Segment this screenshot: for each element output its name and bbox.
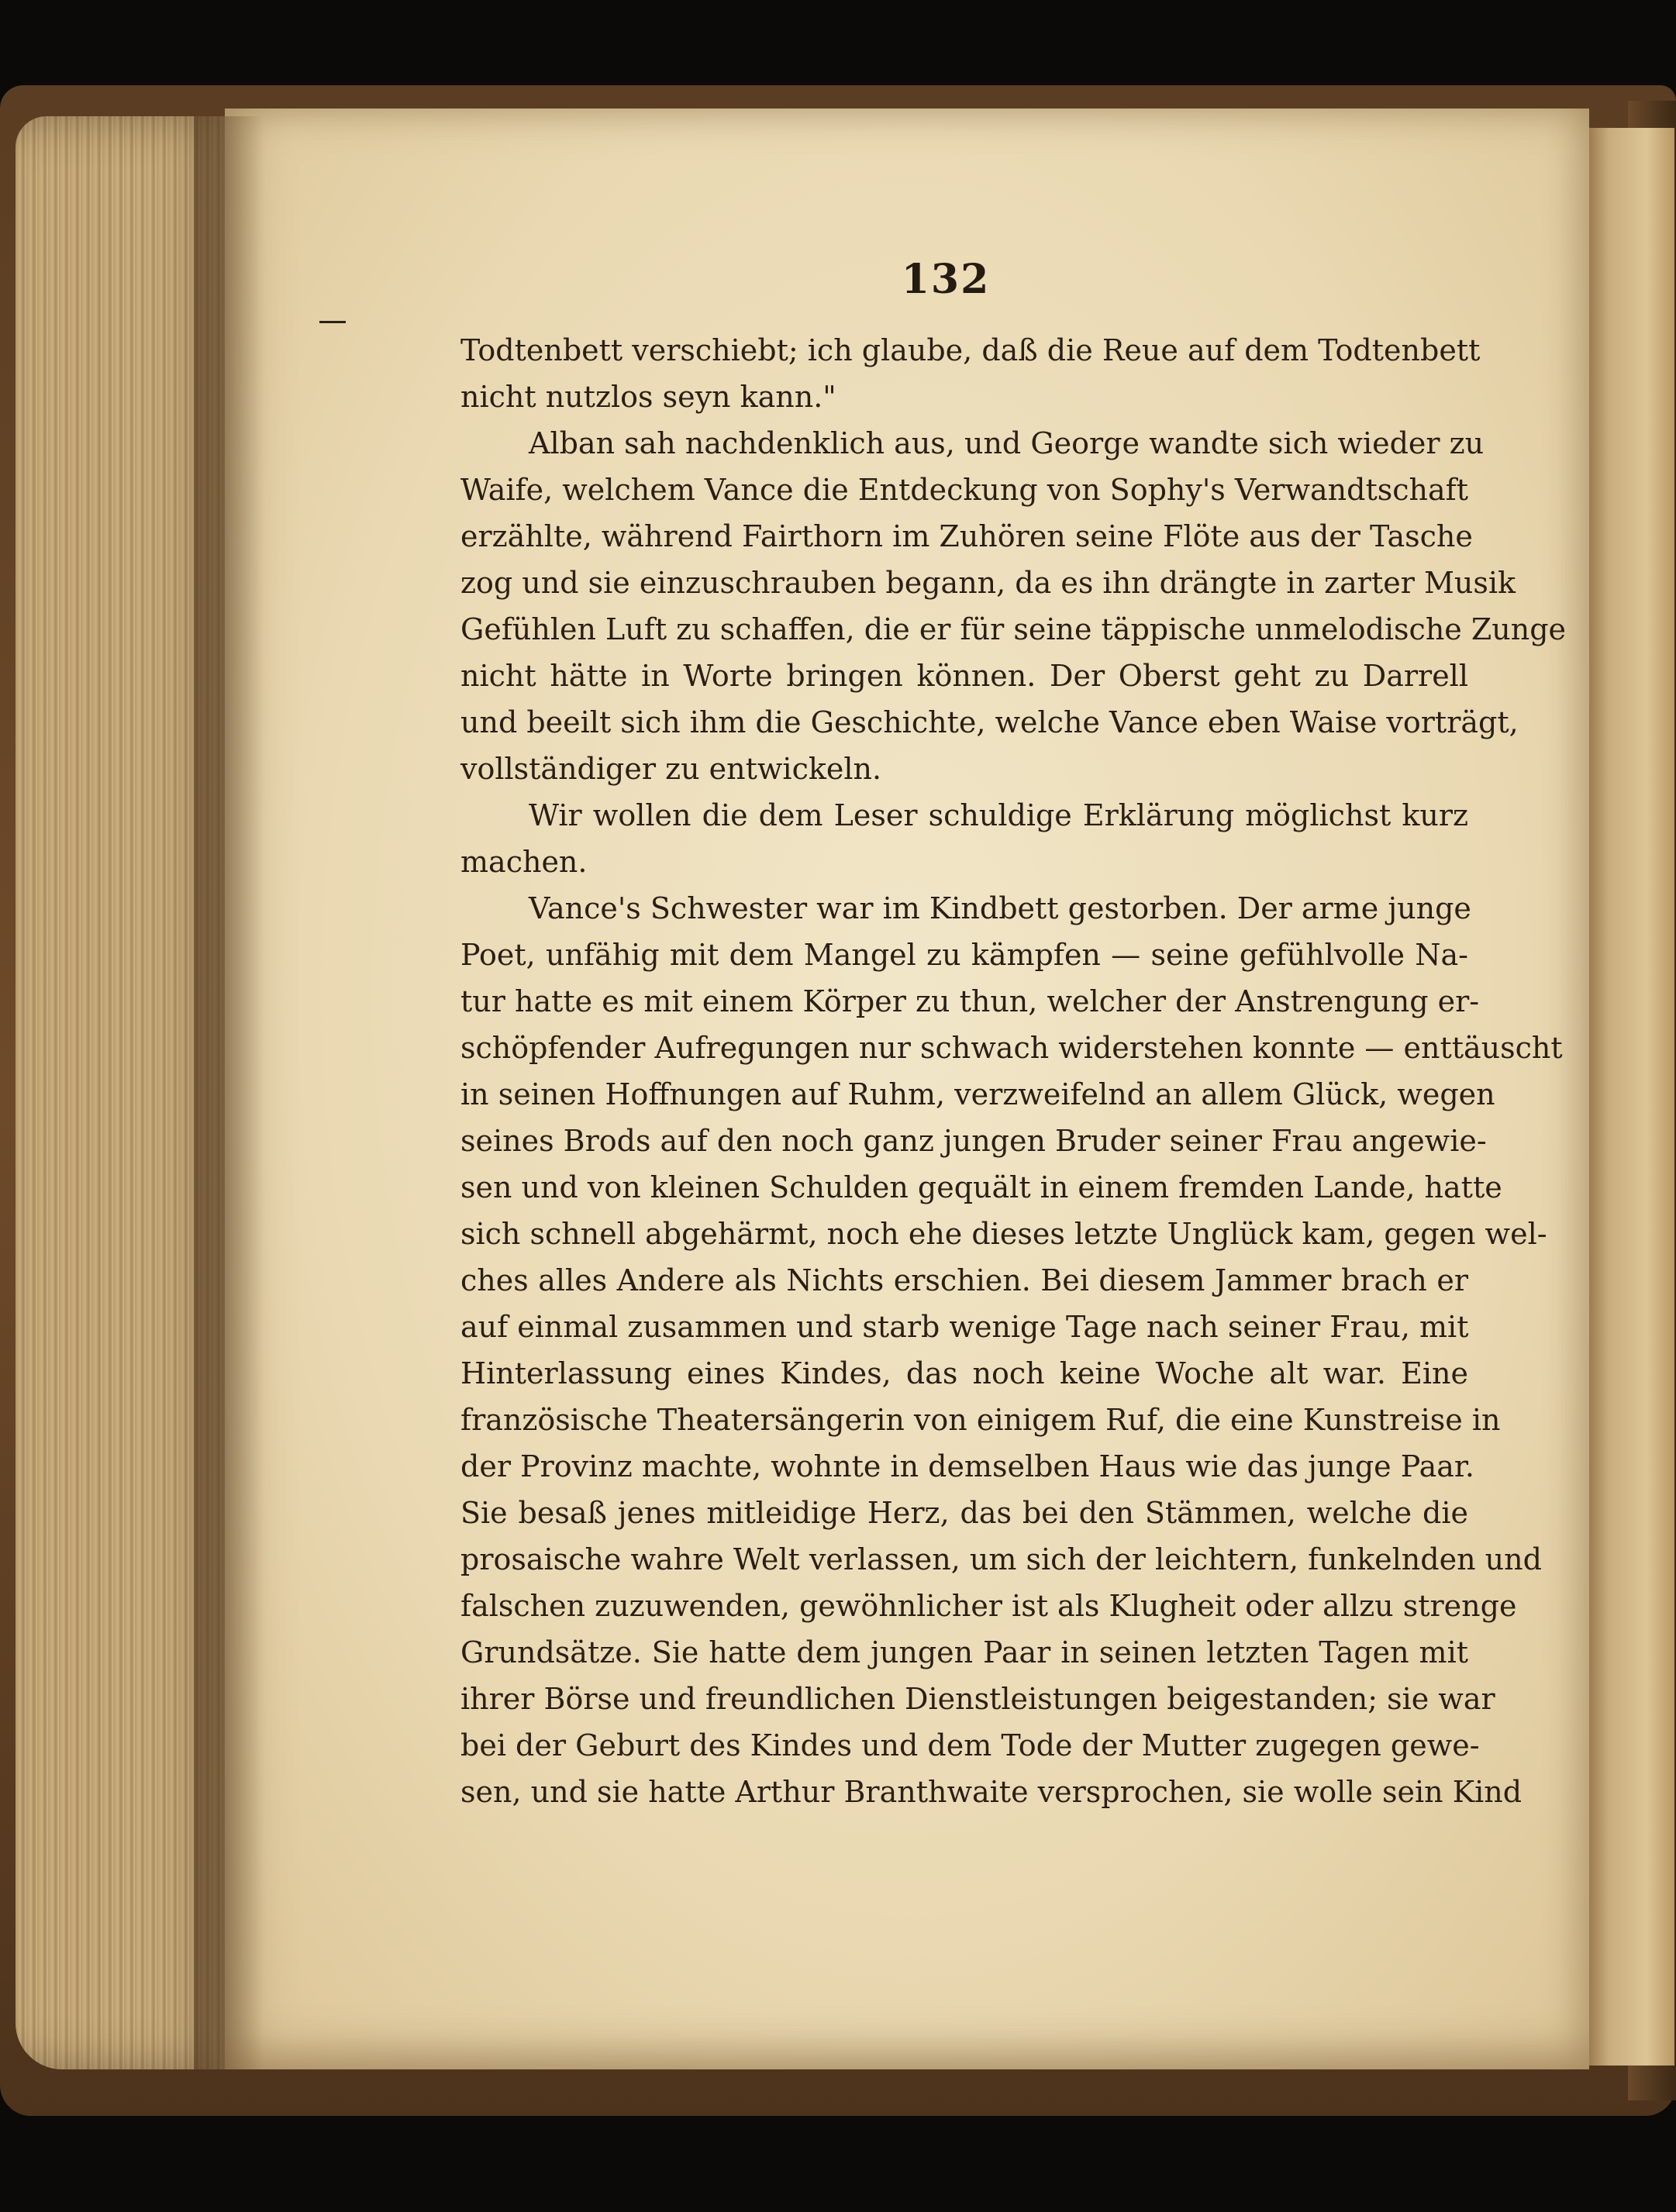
text-line: Wir wollen die dem Leser schuldige Erklärung möglichst kurz (529, 798, 1468, 832)
text-line: sich schnell abgehärmt, noch ehe dieses letzte Unglück kam, gegen wel- (460, 1217, 1547, 1251)
text-line: ches alles Andere als Nichts erschien. Bei diesem Jammer brach er (460, 1263, 1468, 1297)
text-line: machen. (460, 845, 588, 879)
right-page-strip (1581, 128, 1674, 2066)
body-text (460, 327, 1567, 1815)
text-line: sen und von kleinen Schulden gequält in einem fremden Lande, hatte (460, 1170, 1502, 1204)
text-line: und beeilt sich ihm die Geschichte, welche Vance eben Waise vorträgt, (460, 705, 1519, 739)
text-line: Hinterlassung eines Kindes, das noch keine Woche alt war. Eine (460, 1356, 1468, 1390)
text-line: der Provinz machte, wohnte in demselben Haus wie das junge Paar. (460, 1449, 1474, 1483)
text-line: vollständiger zu entwickeln. (460, 752, 882, 786)
text-line: schöpfender Aufregungen nur schwach widerstehen konnte — enttäuscht (460, 1031, 1563, 1065)
text-line: erzählte, während Fairthorn im Zuhören seine Flöte aus der Tasche (460, 519, 1473, 553)
text-line: zog und sie einzuschrauben begann, da es ihn drängte in zarter Musik (460, 566, 1516, 600)
text-line: ihrer Börse und freundlichen Dienstleistungen beigestanden; sie war (460, 1682, 1495, 1716)
margin-dash-mark (319, 321, 346, 323)
text-line: nicht hätte in Worte bringen können. Der Oberst geht zu Darrell (460, 659, 1468, 693)
text-line: auf einmal zusammen und starb wenige Tage nach seiner Frau, mit (460, 1310, 1469, 1344)
text-line: Sie besaß jenes mitleidige Herz, das bei den Stämmen, welche die (460, 1496, 1468, 1530)
text-line: Grundsätze. Sie hatte dem jungen Paar in seinen letzten Tagen mit (460, 1635, 1468, 1669)
text-line: Poet, unfähig mit dem Mangel zu kämpfen — seine gefühlvolle Na- (460, 938, 1468, 972)
text-line: tur hatte es mit einem Körper zu thun, welcher der Anstrengung er- (460, 984, 1480, 1018)
text-line: in seinen Hoffnungen auf Ruhm, verzweifelnd an allem Glück, wegen (460, 1077, 1495, 1111)
text-line: französische Theatersängerin von einigem Ruf, die eine Kunstreise in (460, 1403, 1501, 1437)
page-number: 132 (901, 256, 991, 303)
text-line: Todtenbett verschiebt; ich glaube, daß die Reue auf dem Todtenbett (460, 333, 1481, 367)
text-line: bei der Geburt des Kindes und dem Tode der Mutter zugegen gewe- (460, 1728, 1480, 1762)
text-line: nicht nutzlos seyn kann." (460, 380, 836, 414)
text-line: falschen zuzuwenden, gewöhnlicher ist als Klugheit oder allzu strenge (460, 1589, 1517, 1623)
text-line: Vance's Schwester war im Kindbett gestorben. Der arme junge (529, 891, 1471, 925)
gutter-shadow (194, 116, 264, 2069)
text-line: prosaische wahre Welt verlassen, um sich der leichtern, funkelnden und (460, 1542, 1542, 1576)
text-line: sen, und sie hatte Arthur Branthwaite versprochen, sie wolle sein Kind (460, 1775, 1523, 1809)
text-line: seines Brods auf den noch ganz jungen Bruder seiner Frau angewie- (460, 1124, 1487, 1158)
text-line: Alban sah nachdenklich aus, und George wandte sich wieder zu (529, 426, 1485, 460)
text-line: Waife, welchem Vance die Entdeckung von Sophy's Verwandtschaft (460, 473, 1468, 507)
text-line: Gefühlen Luft zu schaffen, die er für seine täppische unmelodische Zunge (460, 612, 1567, 646)
